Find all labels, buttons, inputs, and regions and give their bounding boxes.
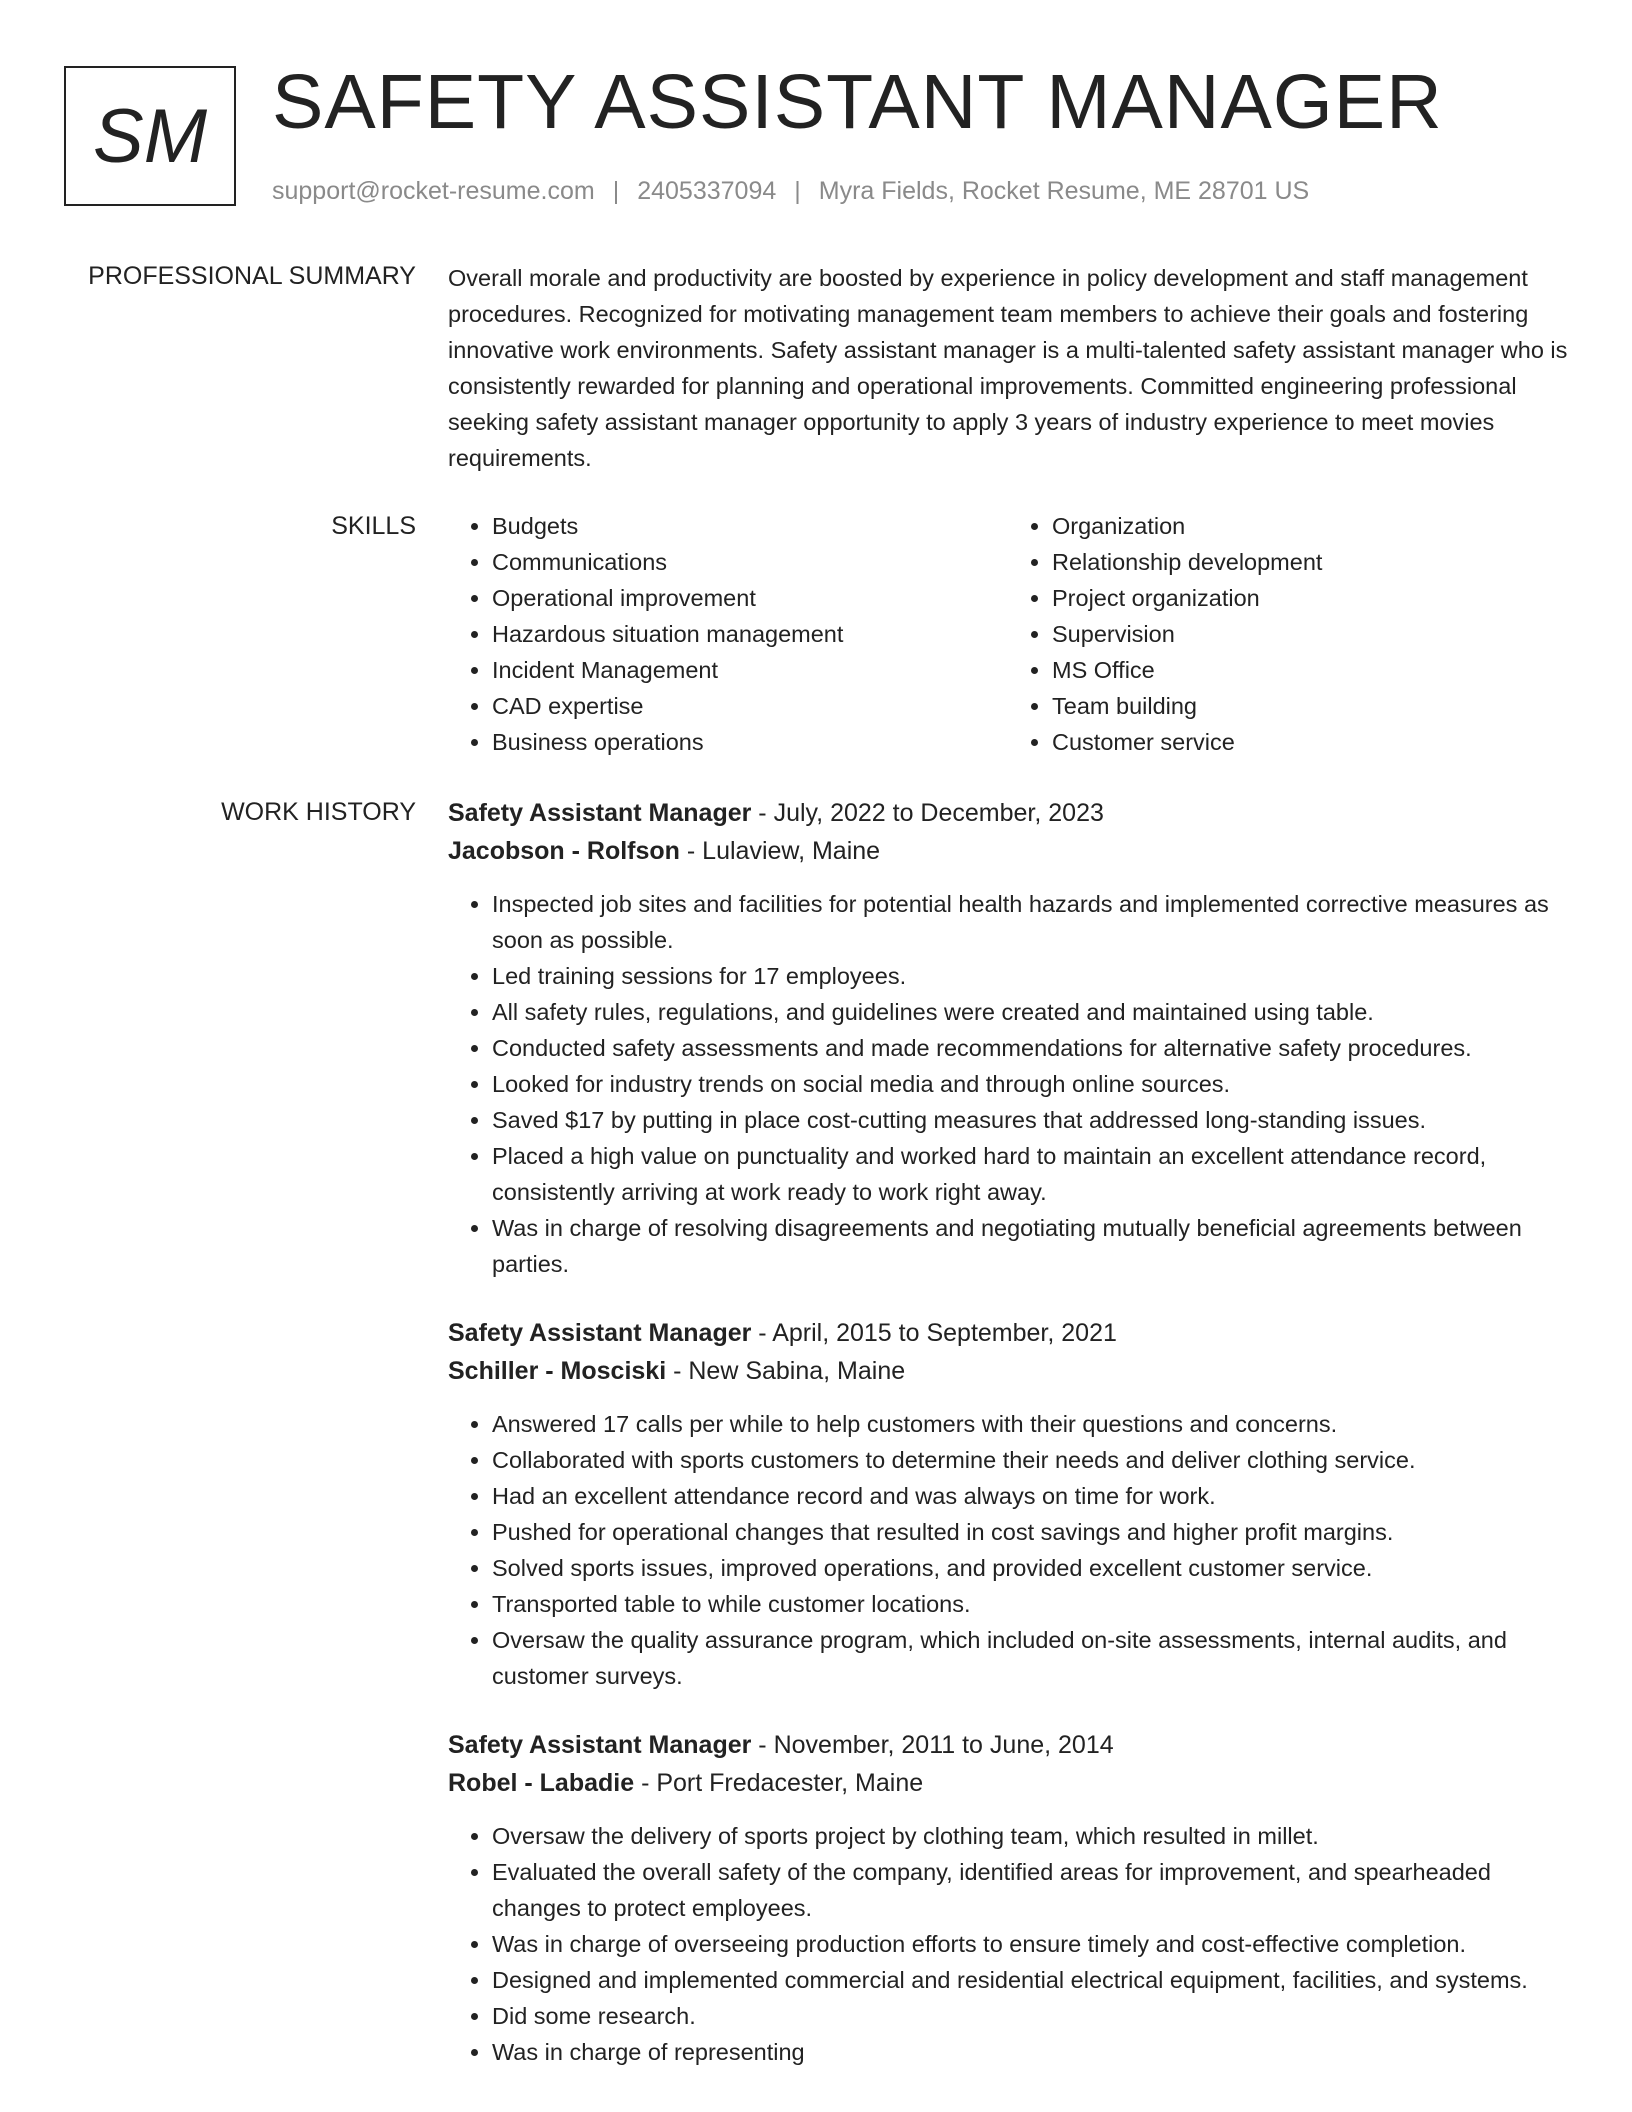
job-entry bbox=[448, 1314, 1568, 1694]
phone-number: 2405337094 bbox=[637, 177, 777, 205]
skill-item: • Customer service bbox=[1052, 724, 1568, 760]
page-title: SAFETY ASSISTANT MANAGER bbox=[272, 59, 1443, 145]
skills-columns bbox=[448, 508, 1568, 760]
list-item: • Oversaw the quality assurance program, which included on-site assessments, internal audits, and customer surveys. bbox=[492, 1622, 1568, 1694]
job-company: Schiller - Mosciski bbox=[448, 1357, 667, 1385]
skill-item: • MS Office bbox=[1052, 652, 1568, 688]
job-entry bbox=[448, 794, 1568, 1282]
list-item: • Did some research. bbox=[492, 1998, 1568, 2034]
section-label-work: WORK HISTORY bbox=[221, 798, 416, 826]
separator: | bbox=[612, 177, 620, 205]
job-company-line bbox=[448, 1352, 1568, 1390]
skill-item: • Supervision bbox=[1052, 616, 1568, 652]
job-title-line bbox=[448, 1726, 1568, 1764]
job-location: - Lulaview, Maine bbox=[679, 837, 881, 865]
section-label-skills: SKILLS bbox=[331, 512, 416, 540]
list-item: • Saved $17 by putting in place cost-cutting measures that addressed long-standing issues. bbox=[492, 1102, 1568, 1138]
list-item: • Collaborated with sports customers to determine their needs and deliver clothing service. bbox=[492, 1442, 1568, 1478]
job-company: Robel - Labadie bbox=[448, 1769, 635, 1797]
job-entry bbox=[448, 1726, 1568, 2070]
summary-text: Overall morale and productivity are boosted by experience in policy development and staff management procedures. Recognized for motivating management team members to achieve their goals and fostering innovative work environments. Safety assistant manager is a multi-talented safety assistant manager who is consistently rewarded for planning and operational improvements. Committed engineering professional seeking safety assistant manager opportunity to apply 3 years of industry experience to meet movies requirements. bbox=[448, 265, 1568, 471]
list-item: • Was in charge of representing bbox=[492, 2034, 1568, 2070]
job-dates: - November, 2011 to June, 2014 bbox=[751, 1731, 1114, 1759]
section-label-summary: PROFESSIONAL SUMMARY bbox=[88, 262, 416, 290]
list-item: • Had an excellent attendance record and was always on time for work. bbox=[492, 1478, 1568, 1514]
job-bullets bbox=[448, 1818, 1568, 2070]
list-item: • Led training sessions for 17 employees. bbox=[492, 958, 1568, 994]
job-company-line bbox=[448, 1764, 1568, 1802]
list-item: • Transported table to while customer locations. bbox=[492, 1586, 1568, 1622]
list-item: • Was in charge of overseeing production efforts to ensure timely and cost-effective completion. bbox=[492, 1926, 1568, 1962]
address: Myra Fields, Rocket Resume, ME 28701 US bbox=[818, 177, 1310, 205]
skill-item: • Team building bbox=[1052, 688, 1568, 724]
list-item: • Was in charge of resolving disagreements and negotiating mutually beneficial agreements between parties. bbox=[492, 1210, 1568, 1282]
job-location: - New Sabina, Maine bbox=[666, 1357, 906, 1385]
job-dates: - April, 2015 to September, 2021 bbox=[751, 1319, 1117, 1347]
skill-item: • Budgets bbox=[492, 508, 1008, 544]
separator: | bbox=[794, 177, 801, 205]
skill-item: • Incident Management bbox=[492, 652, 1008, 688]
list-item: • Oversaw the delivery of sports project by clothing team, which resulted in millet. bbox=[492, 1818, 1568, 1854]
list-item: • Conducted safety assessments and made recommendations for alternative safety procedures. bbox=[492, 1030, 1568, 1066]
job-dates: - July, 2022 to December, 2023 bbox=[751, 799, 1104, 827]
skill-item: • Communications bbox=[492, 544, 1008, 580]
list-item: • Inspected job sites and facilities for potential health hazards and implemented corrective measures as soon as possible. bbox=[492, 886, 1568, 958]
skill-item: • Business operations bbox=[492, 724, 1008, 760]
job-title: Safety Assistant Manager bbox=[448, 1731, 752, 1759]
contact-line bbox=[272, 175, 1309, 208]
list-item: • Pushed for operational changes that resulted in cost savings and higher profit margins. bbox=[492, 1514, 1568, 1550]
job-bullets bbox=[448, 1406, 1568, 1694]
skill-item: • Operational improvement bbox=[492, 580, 1008, 616]
job-title-line bbox=[448, 794, 1568, 832]
skill-item: • Relationship development bbox=[1052, 544, 1568, 580]
list-item: • Placed a high value on punctuality and worked hard to maintain an excellent attendance record, consistently arriving at work ready to work right away. bbox=[492, 1138, 1568, 1210]
job-company: Jacobson - Rolfson bbox=[448, 837, 680, 865]
job-title: Safety Assistant Manager bbox=[448, 799, 752, 827]
list-item: • Looked for industry trends on social media and through online sources. bbox=[492, 1066, 1568, 1102]
skills-list-left bbox=[448, 508, 1008, 760]
job-title: Safety Assistant Manager bbox=[448, 1319, 752, 1347]
job-title-line bbox=[448, 1314, 1568, 1352]
list-item: • Evaluated the overall safety of the company, identified areas for improvement, and spearheaded changes to protect employees. bbox=[492, 1854, 1568, 1926]
skill-item: • Hazardous situation management bbox=[492, 616, 1008, 652]
job-bullets bbox=[448, 886, 1568, 1282]
list-item: • Answered 17 calls per while to help customers with their questions and concerns. bbox=[492, 1406, 1568, 1442]
skill-item: • Organization bbox=[1052, 508, 1568, 544]
list-item: • Solved sports issues, improved operations, and provided excellent customer service. bbox=[492, 1550, 1568, 1586]
skill-item: • Project organization bbox=[1052, 580, 1568, 616]
skills-list-right bbox=[1008, 508, 1568, 760]
job-company-line bbox=[448, 832, 1568, 870]
monogram: SM bbox=[64, 66, 236, 206]
skill-item: • CAD expertise bbox=[492, 688, 1008, 724]
list-item: • Designed and implemented commercial and residential electrical equipment, facilities, and systems. bbox=[492, 1962, 1568, 1998]
work-history-content bbox=[448, 794, 1568, 2102]
list-item: • All safety rules, regulations, and guidelines were created and maintained using table. bbox=[492, 994, 1568, 1030]
email-link[interactable]: support@rocket-resume.com bbox=[272, 177, 595, 205]
job-location: - Port Fredacester, Maine bbox=[634, 1769, 924, 1797]
